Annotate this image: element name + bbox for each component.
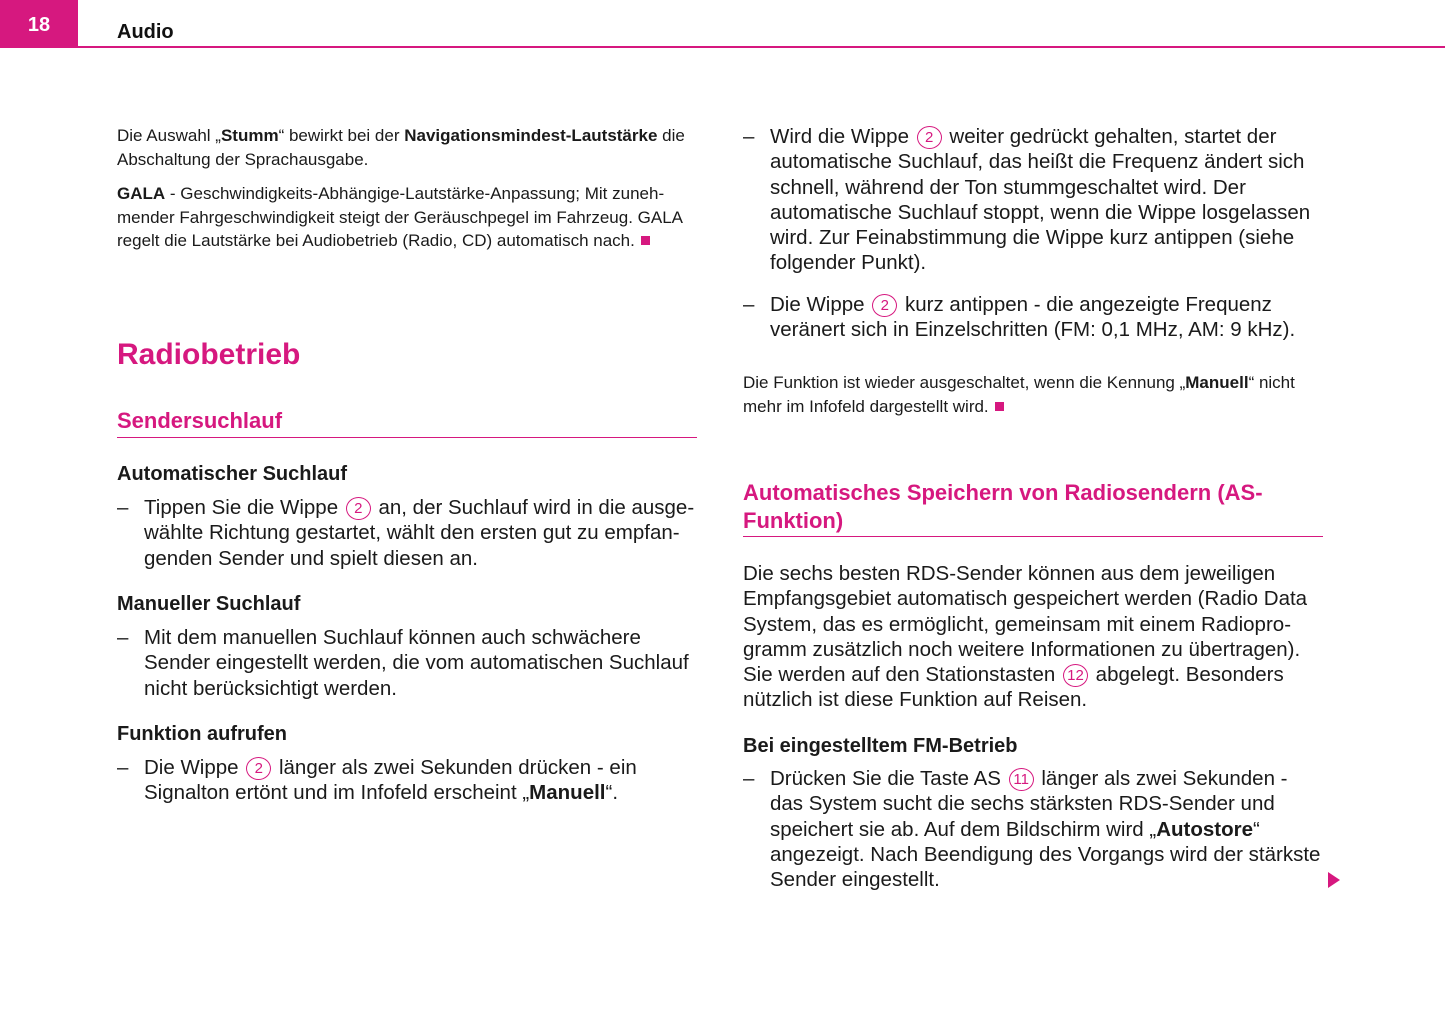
chapter-heading: Radiobetrieb — [117, 338, 301, 371]
page-number: 18 — [0, 0, 78, 48]
heading-rule — [117, 437, 697, 438]
dash: – — [117, 756, 129, 779]
bold-autostore: Autostore — [1156, 817, 1254, 841]
bold-manuell: Manuell — [529, 781, 606, 805]
ref-2-icon: 2 — [872, 294, 897, 317]
ref-12-icon: 12 — [1063, 664, 1088, 687]
section-heading-as-function: Automatisches Speichern von Radiosendern (AS-Funktion) — [743, 480, 1263, 533]
end-square-icon — [995, 402, 1004, 411]
ref-2-icon: 2 — [246, 757, 271, 780]
intro-paragraph-stumm — [117, 124, 697, 171]
text: länger als zwei Sekunden drücken - ein Signalton ertönt und im Infofeld erscheint „ — [144, 756, 637, 805]
subheading-fm: Bei eingestelltem FM-Betrieb — [743, 735, 1018, 757]
text: Die Funktion ist wieder ausgeschaltet, wenn die Kennung „ — [743, 373, 1186, 392]
list-item — [743, 124, 1323, 276]
bold-stumm: Stumm — [220, 126, 279, 145]
text: - Geschwindigkeits-Abhängige-Lautstärke-Anpassung; Mit zunehmender Fahrgeschwindigkeit steigt der Geräuschpegel im Fahrzeug. GALA regelt die Lautstärke bei Audiobetrieb (Radio, CD) automatisch nach. — [117, 184, 683, 250]
list-item — [117, 755, 697, 806]
list-item — [743, 766, 1323, 892]
text: Die Wippe — [144, 756, 245, 779]
list-item — [117, 625, 697, 701]
text: kurz antippen - die angezeigte Frequenz veränert sich in Einzelschritten (FM: 0,1 MHz, AM: 9 kHz). — [770, 293, 1296, 342]
text: Die Wippe — [770, 293, 871, 316]
intro-paragraph-gala — [117, 182, 697, 253]
page-header — [0, 0, 1445, 50]
end-square-icon — [641, 236, 650, 245]
heading-rule — [743, 536, 1323, 537]
ref-11-icon: 11 — [1009, 768, 1034, 791]
dash: – — [743, 767, 755, 790]
text: die Abschaltung der Sprachausgabe. — [117, 126, 685, 169]
text: Wird die Wippe — [770, 125, 915, 148]
text: Mit dem manuellen Suchlauf können auch schwächere Sender eingestellt werden, die vom automatischen Suchlauf nicht berücksichtigt werden. — [144, 626, 689, 700]
text: “ nicht mehr im Infofeld dargestellt wird. — [743, 373, 1295, 416]
ref-2-icon: 2 — [917, 126, 942, 149]
text: “. — [605, 781, 619, 805]
bold-nav-volume: Navigationsmindest-Lautstärke — [404, 126, 658, 145]
ref-2-icon: 2 — [346, 497, 371, 520]
text: weiter gedrückt gehalten, startet der automatische Suchlauf, das heißt die Frequenz ändert sich schnell, während der Ton stummgeschaltet wird. Der automatische Suchlauf stoppt, wenn die Wippe losgelassen wird. Zur Feinabstimmung die Wippe kurz antippen (siehe folgender Punkt). — [770, 125, 1311, 275]
dash: – — [117, 496, 129, 519]
text: Die sechs besten RDS-Sender können aus dem jeweiligen Empfangsgebiet automatisch gespeichert werden (Radio Data System, das es ermöglicht, gemeinsam mit einem Radioprogramm zusätzlich noch weitere Informationen zu übertragen). Sie werden auf den Stationstasten — [743, 562, 1308, 687]
text: Drücken Sie die Taste AS — [770, 767, 1007, 790]
text: Die Auswahl „ — [117, 126, 221, 145]
header-rule — [78, 46, 1445, 48]
dash: – — [117, 626, 129, 649]
list-item — [743, 292, 1323, 343]
subheading-automatic: Automatischer Suchlauf — [117, 463, 348, 485]
bold-manuell: Manuell — [1185, 373, 1249, 392]
section-title: Audio — [117, 21, 174, 43]
subheading-manual: Manueller Suchlauf — [117, 593, 301, 615]
subheading-function: Funktion aufrufen — [117, 723, 287, 745]
text: “ angezeigt. Nach Beendigung des Vorgangs wird der stärkste Sender eingestellt. — [770, 817, 1321, 892]
text: abgelegt. Besonders nützlich ist diese Funktion auf Reisen. — [743, 663, 1284, 712]
note-paragraph — [743, 371, 1323, 418]
dash: – — [743, 293, 755, 316]
as-paragraph — [743, 561, 1323, 713]
list-item — [117, 495, 697, 571]
text: an, der Suchlauf wird in die ausgewählte Richtung gestartet, wählt den ersten gut zu empfangenden Sender und spielt diesen an. — [144, 496, 695, 570]
text: “ bewirkt bei der — [278, 126, 405, 145]
text: Tippen Sie die Wippe — [144, 496, 344, 519]
dash: – — [743, 125, 755, 148]
bold-gala: GALA — [117, 184, 166, 203]
continue-arrow-icon — [1328, 872, 1340, 888]
section-heading-sendersuchlauf: Sendersuchlauf — [117, 408, 283, 433]
text: länger als zwei Sekunden - das System sucht die sechs stärksten RDS-Sender und speichert sie ab. Auf dem Bildschirm wird „ — [770, 767, 1288, 841]
